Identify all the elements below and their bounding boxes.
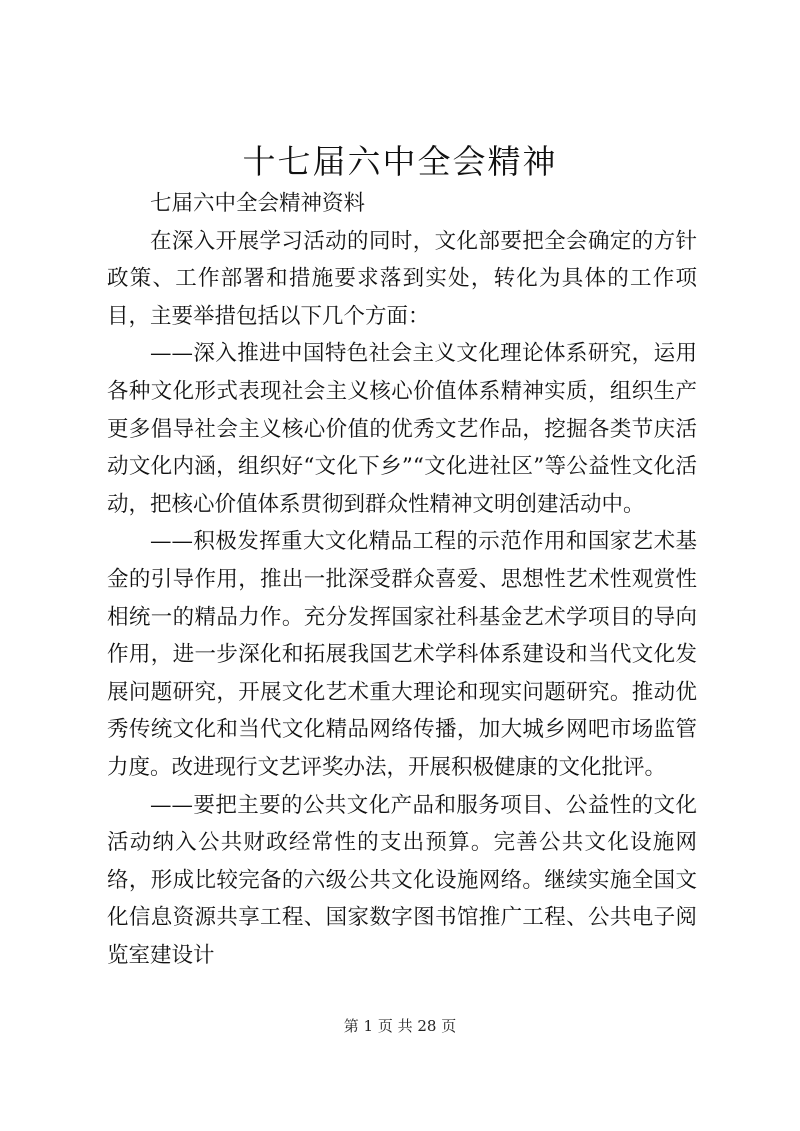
paragraph-point-3: ——要把主要的公共文化产品和服务项目、公益性的文化活动纳入公共财政经常性的支出预算。完善公共文化设施网络，形成比较完备的六级公共文化设施网络。继续实施全国文化信息资源共享工程、国家数字图书馆推广工程、公共电子阅览室建设计: [107, 792, 697, 968]
page-title: 十七届六中全会精神: [242, 142, 558, 181]
paragraph-intro: 在深入开展学习活动的同时，文化部要把全会确定的方针政策、工作部署和措施要求落到实处，转化为具体的工作项目，主要举措包括以下几个方面：: [107, 228, 697, 329]
paragraph-point-1: ——深入推进中国特色社会主义文化理论体系研究，运用各种文化形式表现社会主义核心价值体系精神实质，组织生产更多倡导社会主义核心价值的优秀文艺作品，挖掘各类节庆活动文化内涵，组织好“文化下乡”“文化进社区”等公益性文化活动，把核心价值体系贯彻到群众性精神文明创建活动中。: [107, 341, 697, 517]
document-body: [107, 185, 697, 974]
paragraph-point-2: ——积极发挥重大文化精品工程的示范作用和国家艺术基金的引导作用，推出一批深受群众喜爱、思想性艺术性观赏性相统一的精品力作。充分发挥国家社科基金艺术学项目的导向作用，进一步深化和拓展我国艺术学科体系建设和当代文化发展问题研究，开展文化艺术重大理论和现实问题研究。推动优秀传统文化和当代文化精品网络传播，加大城乡网吧市场监管力度。改进现行文艺评奖办法，开展积极健康的文化批评。: [107, 529, 697, 780]
paragraph-subtitle: 七届六中全会精神资料: [150, 191, 366, 216]
page-number: 第 1 页 共 28 页: [343, 1017, 457, 1035]
